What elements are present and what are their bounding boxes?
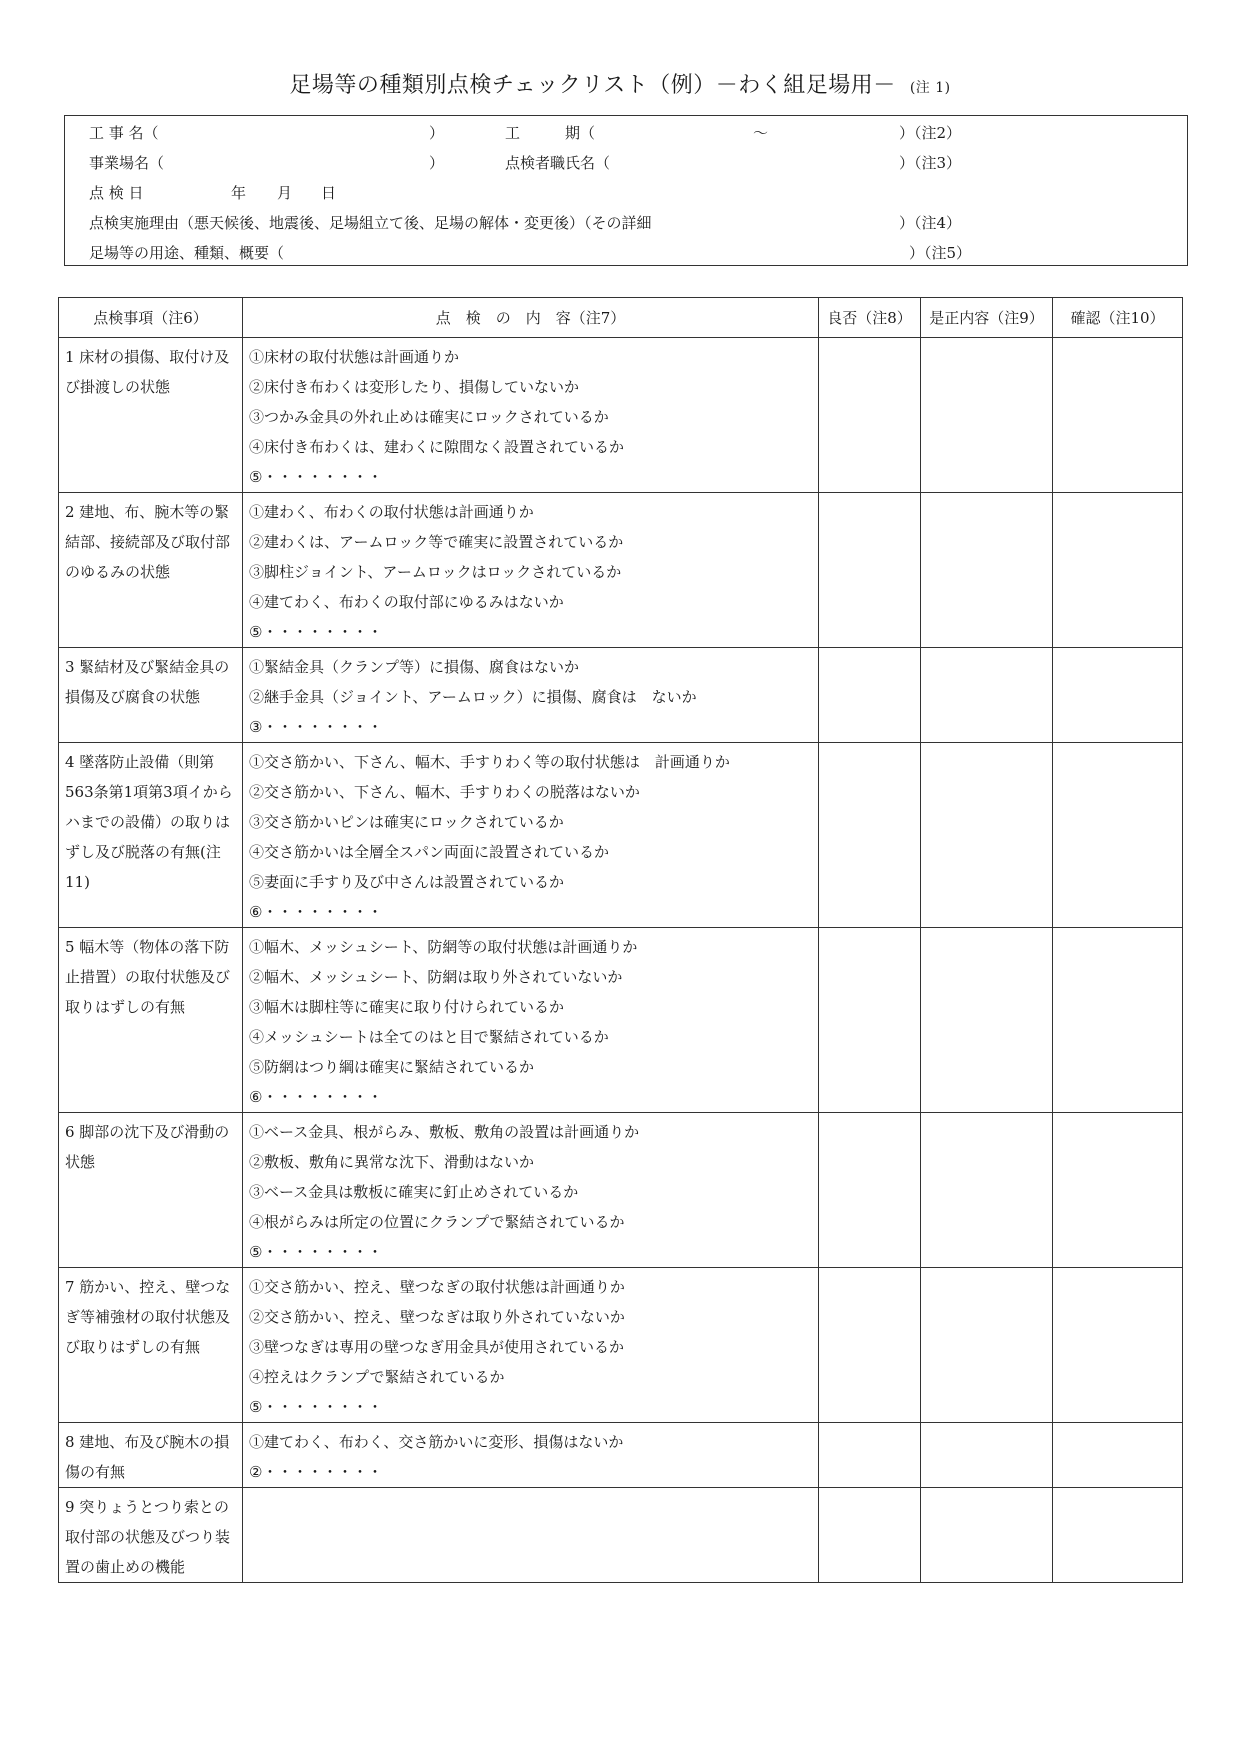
header-confirm: 確認（注10）	[1053, 298, 1183, 338]
check-line: ④メッシュシートは全てのはと目で緊結されているか	[249, 1028, 609, 1046]
result-cell[interactable]	[819, 928, 921, 1113]
check-line: ③脚柱ジョイント、アームロックはロックされているか	[249, 563, 622, 581]
confirm-cell[interactable]	[1053, 493, 1183, 648]
fix-cell[interactable]	[921, 1113, 1053, 1268]
check-content	[243, 928, 819, 1113]
check-content	[243, 1488, 819, 1583]
result-cell[interactable]	[819, 338, 921, 493]
fix-cell[interactable]	[921, 1268, 1053, 1423]
confirm-cell[interactable]	[1053, 338, 1183, 493]
work-period-close: ）（注2）	[899, 124, 962, 142]
check-line: ②敷板、敷角に異常な沈下、滑動はないか	[249, 1153, 535, 1171]
check-line: ③・・・・・・・・	[249, 718, 383, 736]
check-line: ②・・・・・・・・	[249, 1463, 383, 1481]
fix-cell[interactable]	[921, 1423, 1053, 1488]
check-line: ④建てわく、布わくの取付部にゆるみはないか	[249, 593, 564, 611]
header-row	[59, 298, 1183, 338]
fix-cell[interactable]	[921, 1488, 1053, 1583]
check-item: 9 突りょうとつり索との取付部の状態及びつり装置の歯止めの機能	[59, 1488, 243, 1583]
table-row	[59, 493, 1183, 648]
site-name-close: ）	[429, 154, 445, 172]
check-line: ⑤・・・・・・・・	[249, 468, 383, 486]
checklist-table	[58, 297, 1183, 1583]
inspection-reason-close: ）（注4）	[899, 214, 962, 232]
check-line: ②幅木、メッシュシート、防網は取り外されていないか	[249, 968, 623, 986]
confirm-cell[interactable]	[1053, 648, 1183, 743]
table-row	[59, 1423, 1183, 1488]
check-line: ⑥・・・・・・・・	[249, 903, 383, 921]
confirm-cell[interactable]	[1053, 1488, 1183, 1583]
header-fix: 是正内容（注9）	[921, 298, 1053, 338]
inspection-reason-label: 点検実施理由（悪天候後、地震後、足場組立て後、足場の解体・変更後）（その詳細	[89, 214, 652, 232]
check-item: 8 建地、布及び腕木の損傷の有無	[59, 1423, 243, 1488]
title-note: (注 1)	[909, 80, 951, 96]
check-content	[243, 338, 819, 493]
check-item: 4 墜落防止設備（則第563条第1項第3項イからハまでの設備）の取りはずし及び脱落の有無(注11)	[59, 743, 243, 928]
scaffold-usage-close: ）（注5）	[909, 244, 972, 262]
result-cell[interactable]	[819, 493, 921, 648]
table-row	[59, 648, 1183, 743]
table-row	[59, 1268, 1183, 1423]
check-line: ①幅木、メッシュシート、防網等の取付状態は計画通りか	[249, 938, 638, 956]
confirm-cell[interactable]	[1053, 743, 1183, 928]
header-result: 良否（注8）	[819, 298, 921, 338]
table-row	[59, 1113, 1183, 1268]
check-line: ③幅木は脚柱等に確実に取り付けられているか	[249, 998, 565, 1016]
check-line: ①交さ筋かい、控え、壁つなぎの取付状態は計画通りか	[249, 1278, 625, 1296]
check-line: ①緊結金具（クランプ等）に損傷、腐食はないか	[249, 658, 580, 676]
check-item: 6 脚部の沈下及び滑動の状態	[59, 1113, 243, 1268]
result-cell[interactable]	[819, 1488, 921, 1583]
confirm-cell[interactable]	[1053, 1423, 1183, 1488]
work-period-tilde: ～	[753, 124, 769, 142]
table-row	[59, 743, 1183, 928]
scaffold-usage-label: 足場等の用途、種類、概要（	[89, 244, 285, 262]
result-cell[interactable]	[819, 648, 921, 743]
confirm-cell[interactable]	[1053, 1113, 1183, 1268]
check-line: ④控えはクランプで緊結されているか	[249, 1368, 505, 1386]
fix-cell[interactable]	[921, 928, 1053, 1113]
check-line: ①交さ筋かい、下さん、幅木、手すりわく等の取付状態は 計画通りか	[249, 753, 730, 771]
check-line: ②交さ筋かい、下さん、幅木、手すりわくの脱落はないか	[249, 783, 640, 801]
check-item: 1 床材の損傷、取付け及び掛渡しの状態	[59, 338, 243, 493]
check-content	[243, 1268, 819, 1423]
work-period-label: 工 期（	[505, 124, 596, 142]
check-item: 5 幅木等（物体の落下防止措置）の取付状態及び取りはずしの有無	[59, 928, 243, 1113]
fix-cell[interactable]	[921, 493, 1053, 648]
result-cell[interactable]	[819, 743, 921, 928]
check-content	[243, 1113, 819, 1268]
title-text: 足場等の種類別点検チェックリスト（例）－わく組足場用－	[289, 73, 896, 98]
fix-cell[interactable]	[921, 648, 1053, 743]
table-row	[59, 928, 1183, 1113]
project-name-label: 工 事 名（	[89, 124, 159, 142]
check-line: ②床付き布わくは変形したり、損傷していないか	[249, 378, 580, 396]
inspection-date-label: 点 検 日	[89, 184, 144, 202]
check-line: ①建わく、布わくの取付状態は計画通りか	[249, 503, 534, 521]
header-content: 点 検 の 内 容（注7）	[243, 298, 819, 338]
check-item: 2 建地、布、腕木等の緊結部、接続部及び取付部のゆるみの状態	[59, 493, 243, 648]
inspector-close: ）（注3）	[899, 154, 962, 172]
check-line: ②交さ筋かい、控え、壁つなぎは取り外されていないか	[249, 1308, 625, 1326]
check-line: ①建てわく、布わく、交さ筋かいに変形、損傷はないか	[249, 1433, 624, 1451]
result-cell[interactable]	[819, 1423, 921, 1488]
check-line: ①床材の取付状態は計画通りか	[249, 348, 460, 366]
confirm-cell[interactable]	[1053, 1268, 1183, 1423]
date-day: 日	[321, 184, 337, 202]
document-title	[0, 68, 1240, 99]
check-content	[243, 1423, 819, 1488]
check-line: ③ベース金具は敷板に確実に釘止めされているか	[249, 1183, 579, 1201]
check-line: ③交さ筋かいピンは確実にロックされているか	[249, 813, 564, 831]
check-line: ⑤・・・・・・・・	[249, 623, 383, 641]
date-month: 月	[277, 184, 293, 202]
inspection-info-box	[64, 115, 1188, 266]
check-item: 7 筋かい、控え、壁つなぎ等補強材の取付状態及び取りはずしの有無	[59, 1268, 243, 1423]
check-line: ②継手金具（ジョイント、アームロック）に損傷、腐食は ないか	[249, 688, 697, 706]
check-content	[243, 648, 819, 743]
check-item: 3 緊結材及び緊結金具の損傷及び腐食の状態	[59, 648, 243, 743]
header-item: 点検事項（注6）	[59, 298, 243, 338]
fix-cell[interactable]	[921, 743, 1053, 928]
date-year: 年	[231, 184, 247, 202]
table-row	[59, 1488, 1183, 1583]
fix-cell[interactable]	[921, 338, 1053, 493]
inspector-label: 点検者職氏名（	[505, 154, 611, 172]
check-line: ⑤妻面に手すり及び中さんは設置されているか	[249, 873, 565, 891]
check-content	[243, 743, 819, 928]
project-name-close: ）	[429, 124, 445, 142]
check-line: ②建わくは、アームロック等で確実に設置されているか	[249, 533, 624, 551]
check-line: ④床付き布わくは、建わくに隙間なく設置されているか	[249, 438, 625, 456]
check-line: ①ベース金具、根がらみ、敷板、敷角の設置は計画通りか	[249, 1123, 640, 1141]
check-line: ③つかみ金具の外れ止めは確実にロックされているか	[249, 408, 609, 426]
check-line: ④交さ筋かいは全層全スパン両面に設置されているか	[249, 843, 610, 861]
check-line: ⑤・・・・・・・・	[249, 1398, 383, 1416]
confirm-cell[interactable]	[1053, 928, 1183, 1113]
table-row	[59, 338, 1183, 493]
check-line: ④根がらみは所定の位置にクランプで緊結されているか	[249, 1213, 625, 1231]
check-content	[243, 493, 819, 648]
check-line: ⑤防網はつり綱は確実に緊結されているか	[249, 1058, 535, 1076]
check-line: ③壁つなぎは専用の壁つなぎ用金具が使用されているか	[249, 1338, 625, 1356]
result-cell[interactable]	[819, 1268, 921, 1423]
check-line: ⑤・・・・・・・・	[249, 1243, 383, 1261]
check-line: ⑥・・・・・・・・	[249, 1088, 383, 1106]
result-cell[interactable]	[819, 1113, 921, 1268]
site-name-label: 事業場名（	[89, 154, 165, 172]
